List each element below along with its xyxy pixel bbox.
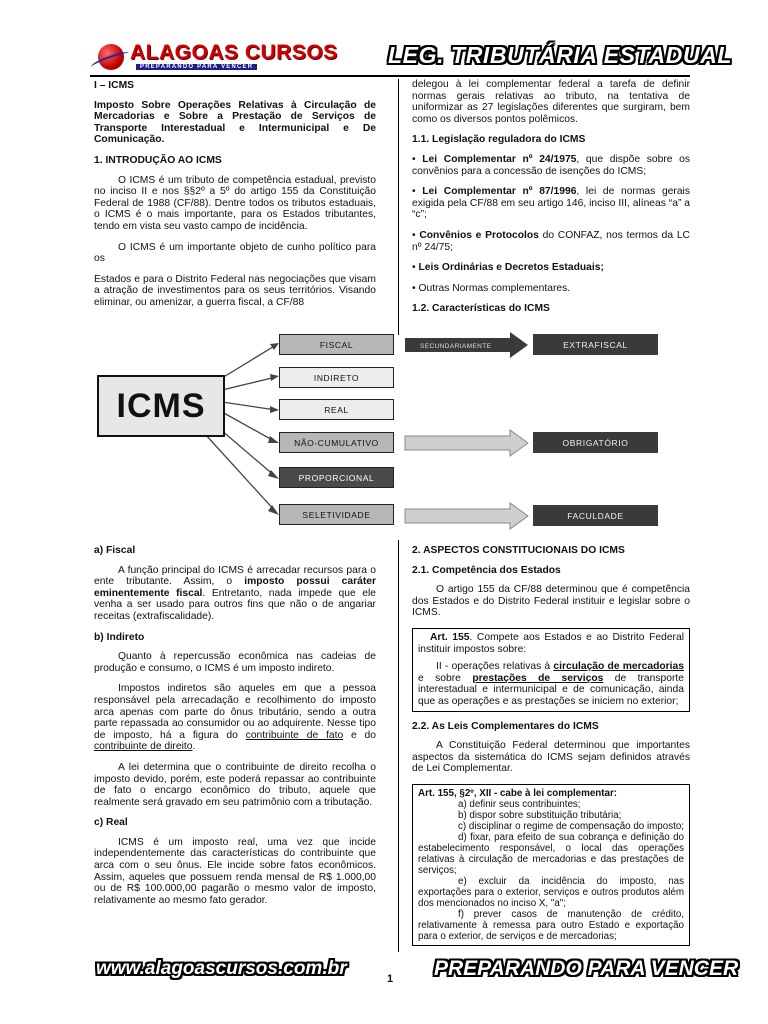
paragraph: Quanto à repercussão econômica nas cadeias de produção e consumo, o ICMS é um imposto indireto.: [94, 651, 376, 674]
list-item-text: Outras Normas complementares.: [418, 282, 571, 294]
text: II - operações relativas à: [436, 661, 554, 673]
diagram-item-real: REAL: [279, 399, 394, 420]
box-item: f) prever casos de manutenção de crédito, relativamente à remessa para outro Estado e exportação para o exterior, de serviços e de mercadorias;: [418, 908, 684, 942]
list-item-bold: Convênios e Protocolos: [419, 229, 539, 241]
heading-competencia: 2.1. Competência dos Estados: [412, 564, 561, 576]
brand-logo: ALAGOAS CURSOS: [130, 41, 338, 64]
paragraph: A lei determina que o contribuinte de direito recolha o imposto devido, porém, este poderá repassar ao contribuinte de fato o encargo econômico do tributo, aquele que realmente será gravado em seu patrimônio com a tributação.: [94, 761, 376, 808]
diagram-item-indireto: INDIRETO: [279, 367, 394, 388]
column-divider: [398, 540, 399, 952]
paragraph: O ICMS é um importante objeto de cunho político para os: [94, 241, 376, 265]
right-column-bottom: [412, 545, 690, 946]
list-item-bold: Lei Complementar nº 24/1975: [422, 153, 577, 165]
heading-aspectos: 2. ASPECTOS CONSTITUCIONAIS DO ICMS: [412, 545, 625, 556]
diagram-item-fiscal: FISCAL: [279, 334, 394, 355]
article-text: [418, 632, 684, 655]
paragraph: [94, 565, 376, 623]
arrow-faculdade: [405, 503, 528, 529]
arrow-seletividade: [205, 434, 276, 512]
article-inciso: [418, 661, 684, 707]
list-item: • Lei Complementar nº 24/1975, que dispõe sobre os convênios para a concessão de isenções do ICMS;: [412, 153, 690, 177]
diagram-result-obrigatorio: OBRIGATÓRIO: [533, 432, 658, 453]
text-bold: imposto possui caráter eminentemente fiscal: [94, 576, 377, 599]
paragraph: delegou à lei complementar federal a tarefa de definir normas gerais relativas ao tributo, na tentativa de uniformizar as 27 legislações diferentes que surgiram, bem como os diversos pontos polêmicos.: [412, 79, 690, 125]
box-item: e) excluir da incidência do imposto, nas exportações para o exterior, serviços e outros produtos além dos mencionados no inciso X, "a";: [418, 875, 684, 909]
list-item: • Convênios e Protocolos do CONFAZ, nos termos da LC nº 24/75;: [412, 229, 690, 253]
text-underlined: circulação de mercadorias: [553, 661, 684, 673]
list-item: • Lei Complementar nº 87/1996, lei de normas gerais exigida pela CF/88 em seu artigo 146, inciso III, alíneas “a” a “c”;: [412, 186, 690, 221]
heading-indireto: b) Indireto: [94, 631, 145, 643]
text: .: [192, 741, 196, 753]
box-item: b) dispor sobre substituição tributária;: [458, 809, 622, 821]
text: Impostos indiretos são aqueles em que a pessoa responsável pela arrecadação e recolhimento do imposto arca apenas com parte do ônus tributário, sendo a outra parte repassada ao consumidor ou ao adquirente. Nesse tipo de imposto, há a figura do: [94, 683, 376, 741]
diagram-item-nao-cumulativo: NÃO-CUMULATIVO: [279, 432, 394, 453]
diagram-center-icms: ICMS: [97, 375, 225, 437]
paragraph: A Constituição Federal determinou que importantes aspectos da sistemática do ICMS sejam definidos através de Lei Complementar.: [412, 740, 690, 775]
paragraph: O ICMS é um tributo de competência estadual, previsto no inciso II e nos §§2º a 5º do artigo 155 da Constituição Federal de 1988 (CF/88). Dentre todos os tributos estaduais, o ICMS é o mais importante, para os Estados tributantes, tendo em vista seu vasto campo de incidência.: [94, 174, 376, 232]
text: e do: [343, 729, 376, 741]
page-number: 1: [387, 973, 394, 985]
footer-website-url: www.alagoascursos.com.br: [96, 958, 347, 979]
article-155-box: [412, 628, 690, 712]
arrow-obrigatorio: [405, 430, 528, 456]
text-underlined: contribuinte de fato: [245, 729, 344, 741]
heading-real: c) Real: [94, 817, 128, 829]
box-item: c) disciplinar o regime de compensação do imposto;: [458, 820, 684, 832]
list-item: • Leis Ordinárias e Decretos Estaduais;: [412, 262, 604, 274]
text: . Compete aos Estados e ao Distrito Federal instituir impostos sobre:: [418, 631, 684, 655]
arrow-real: [222, 402, 276, 410]
paragraph: [94, 683, 376, 753]
article-number: Art. 155: [430, 631, 470, 643]
heading-introducao: 1. INTRODUÇÃO AO ICMS: [94, 154, 222, 166]
heading-fiscal: a) Fiscal: [94, 545, 136, 556]
list-item-text: do CONFAZ, nos termos da LC nº 24/75;: [412, 229, 690, 253]
text-underlined: contribuinte de direito: [94, 741, 193, 753]
text-underlined: prestações de serviços: [472, 672, 604, 684]
page-header-title: LEG. TRIBUTÁRIA ESTADUAL: [388, 42, 733, 68]
diagram-result-faculdade: FACULDADE: [533, 505, 658, 526]
box-item: a) definir seus contribuintes;: [458, 798, 581, 810]
left-column-bottom: [94, 545, 376, 915]
diagram-result-extrafiscal: EXTRAFISCAL: [533, 334, 658, 355]
box-item: d) fixar, para efeito de sua cobrança e definição do estabelecimento responsável, o local das operações relativas à circulação de mercadorias e das prestações de serviços;: [418, 831, 684, 876]
text: . Entretanto, nada impede que ele venha a ser usado para outros fins que não o de angariar receitas (extrafiscalidade).: [94, 587, 376, 622]
heading-legislacao: 1.1. Legislação reguladora do ICMS: [412, 134, 586, 146]
box-title: Art. 155, §2º, XII - cabe à lei complementar:: [418, 787, 618, 799]
section-title: I – ICMS: [94, 80, 135, 91]
text: A função principal do ICMS é arrecadar recursos para o ente tributante. Assim, o: [94, 564, 376, 588]
diagram-item-proporcional: PROPORCIONAL: [279, 467, 394, 488]
brand-tagline: PREPARANDO PARA VENCER: [136, 64, 257, 70]
list-item-bold: Lei Complementar nº 87/1996: [422, 186, 577, 198]
arrow-label: SECUNDARIAMENTE: [420, 343, 492, 350]
list-item-text: , que dispõe sobre os convênios para a concessão de isenções do ICMS;: [412, 153, 690, 177]
arrow-indireto: [222, 377, 276, 390]
lei-complementar-box: [412, 784, 690, 946]
text: e sobre: [418, 672, 473, 684]
heading-leis-complementares: 2.2. As Leis Complementares do ICMS: [412, 720, 599, 732]
list-item: • Outras Normas complementares.: [412, 282, 571, 294]
paragraph: Estados e para o Distrito Federal nas negociações que visam a atração de investimentos para os seus territórios. Visando eliminar, ou amenizar, a guerra fiscal, a CF/88: [94, 273, 376, 308]
text: de transporte interestadual e intermunicipal e de comunicação, ainda que as operações e as prestações se iniciem no exterior;: [418, 672, 684, 707]
paragraph: ICMS é um imposto real, uma vez que incide independentemente das características do contribuinte que arca com o seu ônus. Ele incide sobre fatos econômicos. Assim, aqueles que possuem renda mensal de R$ 1.000,00 ou de R$ 100.000,00 pagarão o mesmo valor de imposto, relativamente ao mesmo fato gerador.: [94, 836, 376, 906]
heading-caracteristicas: 1.2. Características do ICMS: [412, 303, 550, 315]
list-item-text: , lei de normas gerais exigida pela CF/88 em seu artigo 146, inciso III, alíneas “a” a “c”;: [412, 186, 690, 221]
arrow-fiscal: [222, 345, 276, 378]
diagram-item-seletividade: SELETIVIDADE: [279, 504, 394, 525]
list-item-bold: Leis Ordinárias e Decretos Estaduais;: [418, 262, 604, 274]
section-subtitle: Imposto Sobre Operações Relativas à Circulação de Mercadorias e Sobre a Prestação de Serviços de Transporte Interestadual e Intermunicipal e De Comunicação.: [94, 99, 376, 146]
paragraph: O artigo 155 da CF/88 determinou que é competência dos Estados e do Distrito Federal instituir e legislar sobre o ICMS.: [412, 584, 690, 619]
footer-slogan: PREPARANDO PARA VENCER: [434, 957, 739, 980]
